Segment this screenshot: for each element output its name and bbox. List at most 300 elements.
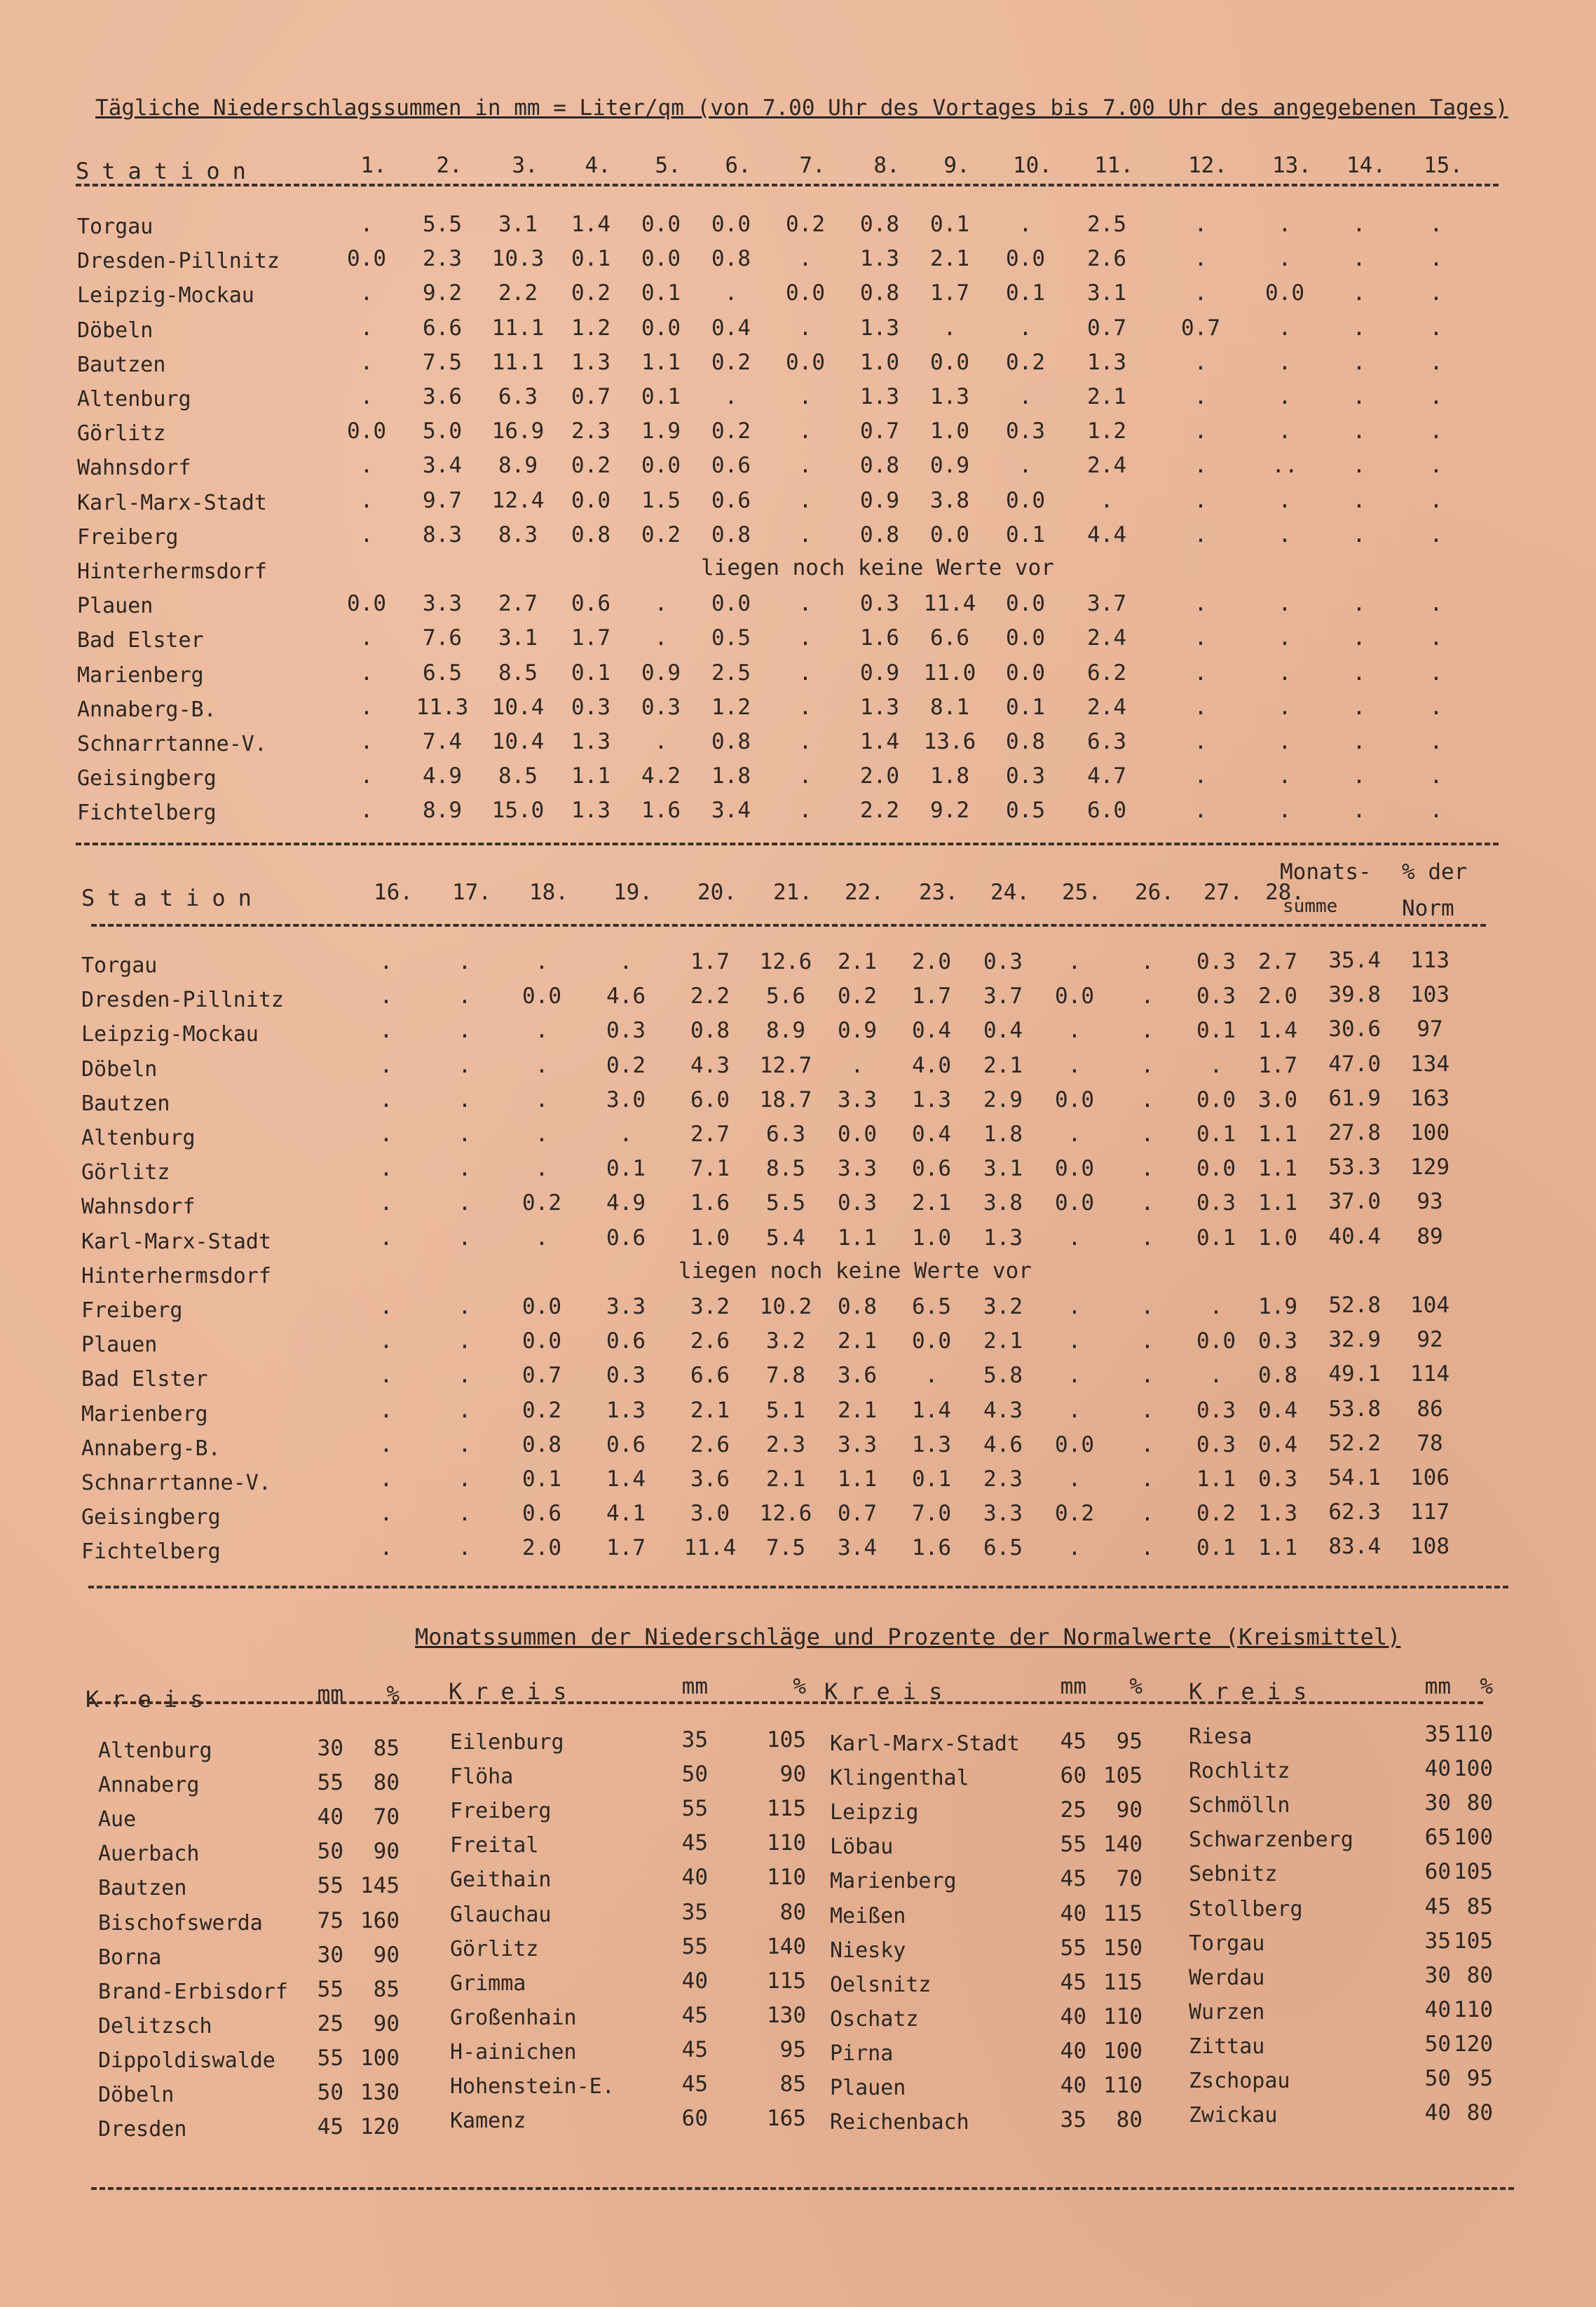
table1-cell: 3.1 [498, 212, 538, 237]
kreis-pct: 110 [1454, 1997, 1493, 2022]
table2-station-name: Freiberg [81, 1298, 183, 1323]
table1-cell: 2.3 [571, 418, 611, 444]
table1-cell: . [943, 315, 957, 341]
table1-cell: 1.2 [711, 695, 751, 720]
table1-cell: 0.0 [571, 488, 611, 513]
kreis-mm: 45 [681, 2037, 708, 2062]
table1-cell: 1.8 [711, 763, 751, 789]
table2-cell: 0.4 [1258, 1398, 1297, 1423]
table2-percent-norm: 134 [1410, 1052, 1450, 1077]
table2-cell: . [379, 1087, 393, 1112]
table1-station-header: Station [76, 158, 259, 184]
table1-cell: 0.0 [1006, 625, 1045, 651]
table2-cell: 1.7 [912, 984, 951, 1009]
table2-cell: . [458, 1501, 472, 1526]
kreis-mm: 55 [317, 1873, 343, 1898]
table2-cell: . [1140, 1190, 1154, 1216]
kreis-mm: 45 [1060, 1970, 1086, 1995]
table2-cell: . [1140, 1018, 1154, 1043]
table2-cell: 3.3 [606, 1294, 646, 1319]
table2-day-header: 25. [1062, 880, 1101, 905]
table1-cell: . [798, 729, 812, 754]
table2-cell: 3.6 [690, 1466, 730, 1492]
table1-cell: 6.6 [423, 315, 462, 341]
table2-cell: 11.4 [683, 1535, 737, 1560]
table1-cell: 0.0 [641, 315, 681, 341]
kreis-header-rule [88, 1701, 1483, 1704]
table2-cell: 1.8 [983, 1122, 1023, 1147]
table1-station-name: Freiberg [77, 525, 179, 550]
table1-cell: 4.2 [641, 763, 681, 789]
kreis-pct: 90 [373, 2011, 400, 2036]
kreis-name: Klingenthal [830, 1766, 969, 1790]
table1-cell: 0.8 [711, 246, 751, 271]
table2-cell: 0.1 [1196, 1535, 1236, 1560]
kreis-mm: 25 [317, 2011, 343, 2036]
table2-cell: . [379, 1018, 393, 1043]
table2-percent-norm: 97 [1417, 1016, 1443, 1042]
kreis-mm: 30 [317, 1942, 343, 1968]
table2-cell: . [379, 1466, 393, 1492]
table1-cell: . [1194, 763, 1208, 789]
table2-month-sum: 83.4 [1328, 1534, 1381, 1559]
table1-cell: 0.6 [571, 591, 611, 616]
kreis-header-pct: % [1480, 1674, 1493, 1699]
table1-cell: . [1429, 453, 1443, 478]
table2-cell: . [458, 1190, 472, 1216]
table1-cell: . [1278, 660, 1292, 686]
table1-cell: . [654, 591, 668, 616]
table1-cell: 2.5 [1087, 212, 1126, 237]
table1-cell: 0.5 [711, 625, 751, 651]
table1-cell: . [1352, 763, 1366, 789]
table1-day-header: 14. [1346, 153, 1386, 178]
kreis-mm: 55 [317, 2046, 343, 2071]
table1-station-name: Torgau [77, 215, 154, 239]
table2-cell: 1.9 [1258, 1294, 1297, 1319]
table2-percent-norm: 113 [1410, 948, 1450, 973]
table2-cell: 0.2 [1055, 1501, 1094, 1526]
table1-cell: 2.1 [930, 246, 969, 271]
kreis-header-name: Kreis [824, 1678, 955, 1705]
table1-cell: . [1429, 522, 1443, 547]
table1-cell: . [360, 729, 374, 754]
table1-cell: . [798, 315, 812, 341]
table2-cell: 0.4 [1258, 1432, 1297, 1457]
kreis-pct: 90 [373, 1839, 400, 1864]
kreis-name: Geithain [450, 1867, 552, 1892]
table2-cell: . [458, 1087, 472, 1112]
table2-day-header: 22. [845, 880, 884, 905]
kreis-name: Oelsnitz [830, 1973, 932, 1997]
table2-cell: 2.0 [912, 949, 951, 974]
kreis-name: Bischofswerda [98, 1911, 263, 1935]
kreis-pct: 115 [767, 1968, 806, 1994]
kreis-pct: 110 [767, 1830, 806, 1856]
table1-cell: . [1352, 729, 1366, 754]
table2-cell: 0.7 [522, 1363, 561, 1388]
kreis-pct: 100 [1454, 1825, 1493, 1850]
table2-cell: 0.6 [912, 1156, 951, 1181]
table2-cell: 2.0 [1258, 984, 1297, 1009]
kreis-name: Freital [450, 1833, 539, 1858]
kreis-mm: 40 [317, 1804, 343, 1830]
table1-cell: 6.3 [1087, 729, 1126, 754]
table2-cell: 0.6 [606, 1432, 646, 1457]
table2-cell: 0.4 [912, 1122, 951, 1147]
table2-cell: 0.1 [522, 1466, 561, 1492]
table2-cell: 0.0 [1055, 1156, 1094, 1181]
kreis-header-mm: mm [317, 1682, 343, 1707]
table1-cell: 1.2 [571, 315, 611, 341]
table1-day-header: 2. [436, 153, 463, 178]
table2-cell: . [379, 949, 393, 974]
table1-cell: . [1278, 315, 1292, 341]
table1-cell: 0.2 [641, 522, 681, 547]
table2-pct-header: % der [1402, 859, 1468, 885]
table2-cell: . [458, 1363, 472, 1388]
kreis-name: Stollberg [1189, 1897, 1303, 1921]
table2-cell: 2.1 [983, 1053, 1023, 1078]
table1-station-name: Geisingberg [77, 766, 217, 791]
kreis-pct: 70 [373, 1804, 400, 1830]
table2-cell: . [1140, 1225, 1154, 1251]
table1-station-name: Döbeln [77, 318, 154, 343]
kreis-pct: 80 [1116, 2107, 1143, 2132]
table2-month-sum: 47.0 [1328, 1052, 1381, 1077]
table2-cell: 3.4 [838, 1535, 877, 1560]
table1-cell: 4.9 [423, 763, 462, 789]
table2-cell: 3.0 [606, 1087, 646, 1112]
table1-station-name: Bautzen [77, 353, 166, 377]
table2-cell: . [1140, 949, 1154, 974]
table2-cell: 6.5 [912, 1294, 951, 1319]
table1-cell: . [1352, 384, 1366, 409]
table2-cell: 7.5 [766, 1535, 805, 1560]
table2-cell: 0.1 [1196, 1122, 1236, 1147]
table2-cell: . [379, 1294, 393, 1319]
table1-cell: . [1352, 350, 1366, 375]
table2-cell: 1.1 [1258, 1122, 1297, 1147]
table2-cell: 0.1 [606, 1156, 646, 1181]
table2-cell: 1.3 [1258, 1501, 1297, 1526]
table1-cell: 0.0 [347, 246, 386, 271]
table2-cell: 8.5 [766, 1156, 805, 1181]
table1-cell: . [1278, 695, 1292, 720]
table1-cell: 2.3 [423, 246, 462, 271]
table2-percent-norm: 104 [1410, 1293, 1450, 1318]
kreis-name: Schmölln [1189, 1793, 1290, 1818]
table1-cell: 0.2 [786, 212, 825, 237]
kreis-name: Döbeln [98, 2083, 175, 2107]
table2-percent-norm: 93 [1417, 1189, 1443, 1214]
table1-cell: . [1194, 418, 1208, 444]
table1-cell: 0.2 [711, 350, 751, 375]
kreis-header-mm: mm [681, 1674, 708, 1699]
table2-cell: 1.1 [1196, 1466, 1236, 1492]
table2-cell: 3.3 [983, 1501, 1023, 1526]
table2-cell: 12.6 [759, 1501, 812, 1526]
kreis-pct: 85 [1466, 1894, 1493, 1919]
table2-station-name: Geisingberg [81, 1505, 221, 1530]
table2-cell: 1.1 [1258, 1156, 1297, 1181]
table1-cell: . [1352, 418, 1366, 444]
kreis-pct: 95 [1116, 1729, 1143, 1754]
table1-cell: 0.1 [1006, 522, 1045, 547]
table2-cell: 1.4 [1258, 1018, 1297, 1043]
table1-cell: 3.6 [423, 384, 462, 409]
table1-cell: 0.9 [860, 660, 899, 686]
table2-cell: . [619, 949, 633, 974]
table1-cell: . [1429, 315, 1443, 341]
table2-cell: 4.3 [690, 1053, 730, 1078]
kreis-pct: 130 [767, 2003, 806, 2028]
table2-cell: . [379, 1363, 393, 1388]
table2-cell: 7.0 [912, 1501, 951, 1526]
table2-percent-norm: 86 [1417, 1396, 1443, 1422]
kreis-pct: 105 [767, 1727, 806, 1753]
table1-cell: 0.2 [571, 453, 611, 478]
kreis-mm: 45 [1060, 1866, 1086, 1891]
table2-no-data-note: liegen noch keine Werte vor [678, 1258, 1032, 1284]
table1-cell: 0.7 [1181, 315, 1220, 341]
table1-station-name: Wahnsdorf [77, 456, 191, 480]
table1-station-name: Leipzig-Mockau [77, 283, 254, 308]
table2-cell: 5.6 [766, 984, 805, 1009]
table1-cell: 0.0 [711, 591, 751, 616]
table2-month-sum: 37.0 [1328, 1189, 1381, 1214]
table2-month-sum: 52.8 [1328, 1293, 1381, 1318]
table1-cell: . [798, 522, 812, 547]
table2-percent-norm: 163 [1410, 1086, 1450, 1111]
table1-cell: . [1278, 763, 1292, 789]
table2-cell: 0.1 [1196, 1225, 1236, 1251]
table2-cell: . [458, 1156, 472, 1181]
table2-cell: 0.0 [522, 984, 561, 1009]
kreis-pct: 80 [373, 1770, 400, 1795]
kreis-mm: 25 [1060, 1797, 1086, 1823]
table2-cell: . [1209, 1053, 1223, 1078]
table2-station-name: Leipzig-Mockau [81, 1022, 259, 1047]
table2-cell: 2.1 [690, 1398, 730, 1423]
kreis-name: Werdau [1189, 1966, 1265, 1990]
table2-cell: 2.1 [912, 1190, 951, 1216]
table2-cell: . [458, 1225, 472, 1251]
table2-percent-norm: 106 [1410, 1465, 1450, 1490]
table2-day-header: 19. [613, 880, 653, 905]
table2-cell: 1.7 [1258, 1053, 1297, 1078]
kreis-name: Brand-Erbisdorf [98, 1980, 288, 2004]
kreis-pct: 95 [1466, 2066, 1493, 2091]
kreis-mm: 55 [681, 1796, 708, 1821]
kreis-pct: 105 [1454, 1928, 1493, 1954]
table2-cell: 2.6 [690, 1432, 730, 1457]
kreis-pct: 150 [1103, 1935, 1143, 1961]
kreis-header-pct: % [386, 1682, 400, 1707]
table2-cell: 1.4 [606, 1466, 646, 1492]
table2-station-name: Plauen [81, 1333, 158, 1357]
table1-cell: 0.3 [860, 591, 899, 616]
table1-cell: 0.0 [1006, 488, 1045, 513]
table1-cell: . [1352, 488, 1366, 513]
table2-cell: 0.1 [912, 1466, 951, 1492]
table1-cell: 0.0 [641, 453, 681, 478]
table1-cell: . [1194, 660, 1208, 686]
table1-cell: 1.6 [860, 625, 899, 651]
kreis-name: Schwarzenberg [1189, 1828, 1353, 1852]
table1-cell: . [1278, 729, 1292, 754]
table1-cell: 1.7 [571, 625, 611, 651]
table2-cell: . [619, 1122, 633, 1147]
table2-cell: . [379, 1053, 393, 1078]
table1-cell: 1.3 [860, 384, 899, 409]
table2-station-name: Wahnsdorf [81, 1195, 196, 1219]
table2-cell: . [379, 1156, 393, 1181]
kreis-mm: 35 [1060, 2107, 1086, 2132]
table2-cell: 2.1 [838, 949, 877, 974]
table2-cell: 10.2 [759, 1294, 812, 1319]
table2-cell: . [1068, 1535, 1082, 1560]
table1-cell: 6.2 [1087, 660, 1126, 686]
table1-cell: 0.8 [860, 522, 899, 547]
table1-day-header: 9. [943, 153, 970, 178]
kreis-mm: 60 [1424, 1859, 1451, 1884]
kreis-mm: 55 [1060, 1935, 1086, 1961]
table2-cell: . [379, 1225, 393, 1251]
table2-cell: . [458, 1294, 472, 1319]
kreis-name: Auerbach [98, 1842, 200, 1866]
table2-cell: 2.0 [522, 1535, 561, 1560]
kreis-name: Oschatz [830, 2007, 919, 2032]
table1-day-header: 11. [1094, 153, 1133, 178]
kreis-name: Karl-Marx-Stadt [830, 1731, 1020, 1756]
table1-cell: 6.3 [498, 384, 538, 409]
table2-station-name: Schnarrtanne-V. [81, 1471, 271, 1495]
table1-cell: 9.2 [423, 280, 462, 306]
table2-cell: 4.9 [606, 1190, 646, 1216]
table1-station-name: Plauen [77, 594, 154, 618]
table1-day-header: 7. [799, 153, 826, 178]
table1-station-name: Annaberg-B. [77, 697, 217, 722]
table2-month-sum: 35.4 [1328, 948, 1381, 973]
table1-station-name: Dresden-Pillnitz [77, 249, 280, 273]
table2-cell: . [1068, 1466, 1082, 1492]
table1-cell: . [1278, 488, 1292, 513]
table2-cell: . [379, 1432, 393, 1457]
table1-cell: 7.6 [423, 625, 462, 651]
table1-cell: 11.3 [416, 695, 469, 720]
table2-cell: 0.6 [606, 1328, 646, 1354]
table1-cell: 1.3 [860, 315, 899, 341]
table1-cell: 8.3 [498, 522, 538, 547]
table2-monats-header: Monats- [1280, 859, 1372, 885]
table2-cell: 5.1 [766, 1398, 805, 1423]
kreis-name: Niesky [830, 1938, 906, 1963]
table2-cell: . [535, 1156, 549, 1181]
table1-cell: 16.9 [491, 418, 545, 444]
table1-cell: 0.1 [1006, 280, 1045, 306]
table1-cell: . [360, 350, 374, 375]
kreis-name: Marienberg [830, 1869, 957, 1893]
kreis-pct: 115 [767, 1796, 806, 1821]
table1-cell: 8.9 [423, 798, 462, 823]
table1-cell: 2.5 [711, 660, 751, 686]
kreis-mm: 35 [681, 1727, 708, 1753]
table2-cell: 3.6 [838, 1363, 877, 1388]
kreis-header-name: Kreis [86, 1686, 217, 1713]
table2-station-name: Hinterhermsdorf [81, 1264, 271, 1288]
table1-cell: . [360, 488, 374, 513]
table2-cell: 0.0 [1055, 1432, 1094, 1457]
table1-cell: 11.1 [491, 315, 545, 341]
table1-day-header: 15. [1424, 153, 1463, 178]
table1-cell: 0.2 [1006, 350, 1045, 375]
kreis-section-title: Monatssummen der Niederschläge und Prozente der Normalwerte (Kreismittel) [415, 1624, 1401, 1650]
table2-cell: . [1140, 1328, 1154, 1354]
kreis-name: Riesa [1189, 1724, 1253, 1749]
table2-cell: 1.7 [606, 1535, 646, 1560]
table1-cell: . [1352, 625, 1366, 651]
table1-cell: . [798, 591, 812, 616]
table2-cell: 0.0 [838, 1122, 877, 1147]
table1-cell: . [1018, 384, 1032, 409]
table2-header-rule [91, 924, 1486, 927]
table1-cell: . [1352, 280, 1366, 306]
table1-cell: . [1278, 418, 1292, 444]
table2-cell: 1.1 [838, 1225, 877, 1251]
table2-cell: 1.3 [912, 1432, 951, 1457]
table2-cell: 5.8 [983, 1363, 1023, 1388]
table1-cell: 0.6 [711, 488, 751, 513]
table1-cell: 8.3 [423, 522, 462, 547]
table2-cell: 1.0 [912, 1225, 951, 1251]
table2-cell: . [535, 1053, 549, 1078]
table2-cell: . [458, 949, 472, 974]
table2-cell: 2.1 [838, 1398, 877, 1423]
table2-cell: . [458, 1122, 472, 1147]
table1-cell: 0.0 [1006, 246, 1045, 271]
table2-station-name: Karl-Marx-Stadt [81, 1230, 271, 1254]
table1-cell: 0.1 [1006, 695, 1045, 720]
kreis-name: Dresden [98, 2117, 187, 2142]
table2-cell: 0.8 [522, 1432, 561, 1457]
table1-cell: 5.0 [423, 418, 462, 444]
table2-cell: 0.6 [522, 1501, 561, 1526]
table2-cell: 1.0 [690, 1225, 730, 1251]
table2-bottom-rule [88, 1586, 1508, 1588]
table2-cell: 0.0 [1196, 1156, 1236, 1181]
table2-percent-norm: 92 [1417, 1327, 1443, 1352]
table2-cell: . [379, 1190, 393, 1216]
kreis-name: Plauen [830, 2076, 906, 2100]
table1-cell: 0.0 [786, 350, 825, 375]
kreis-pct: 115 [1103, 1901, 1143, 1926]
table2-cell: . [535, 949, 549, 974]
table2-station-name: Görlitz [81, 1160, 170, 1185]
table1-cell: 0.1 [571, 246, 611, 271]
table2-cell: 7.1 [690, 1156, 730, 1181]
table1-cell: . [1194, 729, 1208, 754]
table1-cell: 3.7 [1087, 591, 1126, 616]
table1-cell: . [1018, 315, 1032, 341]
table1-day-header: 1. [360, 153, 387, 178]
table2-cell: . [1140, 984, 1154, 1009]
kreis-name: Bautzen [98, 1876, 187, 1900]
kreis-pct: 110 [1103, 2073, 1143, 2098]
kreis-mm: 40 [1060, 2039, 1086, 2064]
table2-cell: 3.0 [1258, 1087, 1297, 1112]
kreis-pct: 85 [373, 1736, 400, 1761]
